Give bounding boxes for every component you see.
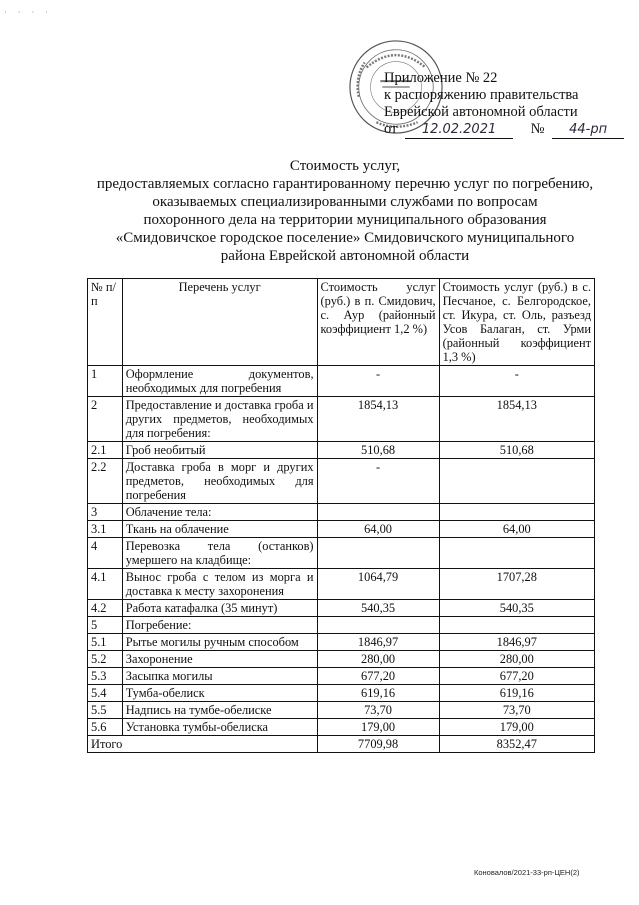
row-cost-2: 1854,13 (439, 397, 594, 442)
row-service-name: Рытье могилы ручным способом (122, 634, 317, 651)
row-cost-2 (439, 617, 594, 634)
row-service-name: Оформление документов, необходимых для погребения (122, 366, 317, 397)
row-service-name: Доставка гроба в морг и других предметов, необходимых для погребения (122, 459, 317, 504)
number-prefix: № (530, 121, 545, 137)
row-cost-1 (317, 617, 439, 634)
row-cost-2: - (439, 366, 594, 397)
date-value: 12.02.2021 (405, 121, 513, 139)
row-cost-2 (439, 538, 594, 569)
row-service-name: Захоронение (122, 651, 317, 668)
row-num: 5.3 (88, 668, 123, 685)
table-row (88, 702, 595, 719)
row-cost-2: 619,16 (439, 685, 594, 702)
title-line-4: похоронного дела на территории муниципального образования (143, 212, 547, 228)
title-line-1: Стоимость услуг, (289, 158, 401, 174)
row-num: 4.2 (88, 600, 123, 617)
row-service-name: Гроб необитый (122, 442, 317, 459)
row-cost-2: 1707,28 (439, 569, 594, 600)
row-cost-1 (317, 504, 439, 521)
table-row (88, 569, 595, 600)
row-service-name: Ткань на облачение (122, 521, 317, 538)
row-cost-1: 1846,97 (317, 634, 439, 651)
title-line-6: района Еврейской автономной области (220, 248, 470, 264)
row-num: 5.1 (88, 634, 123, 651)
scan-marks: · · · · (4, 8, 53, 18)
row-cost-2: 73,70 (439, 702, 594, 719)
row-service-name: Погребение: (122, 617, 317, 634)
row-service-name: Предоставление и доставка гроба и других предметов, необходимых для погребения: (122, 397, 317, 442)
appendix-date-number (384, 121, 624, 139)
header-cost-2: Стоимость услуг (руб.) в с. Песчаное, с. Белгородское, ст. Икура, ст. Оль, разъезд Усов Балаган, ст. Урми (районный коэффициент 1,3 %) (439, 279, 594, 366)
row-cost-1: - (317, 366, 439, 397)
table-row (88, 459, 595, 504)
row-cost-2 (439, 504, 594, 521)
document-footer-code: Коновалов/2021-33-рп-ЦЕН(2) (474, 868, 580, 877)
row-num: 3.1 (88, 521, 123, 538)
row-num: 2.2 (88, 459, 123, 504)
table-row (88, 685, 595, 702)
table-row (88, 634, 595, 651)
table-row (88, 521, 595, 538)
row-cost-1 (317, 538, 439, 569)
header-name: Перечень услуг (122, 279, 317, 366)
row-cost-2: 540,35 (439, 600, 594, 617)
table-row (88, 719, 595, 736)
row-service-name: Вынос гроба с телом из морга и доставка к месту захоронения (122, 569, 317, 600)
table-row (88, 600, 595, 617)
total-cost-2: 8352,47 (439, 736, 594, 753)
title-line-5: «Смидовичское городское поселение» Смидовичского муниципального (115, 230, 575, 246)
row-service-name: Надпись на тумбе-обелиске (122, 702, 317, 719)
row-cost-1: 1064,79 (317, 569, 439, 600)
row-cost-1: 280,00 (317, 651, 439, 668)
row-service-name: Тумба-обелиск (122, 685, 317, 702)
total-cost-1: 7709,98 (317, 736, 439, 753)
row-num: 1 (88, 366, 123, 397)
row-cost-1: 73,70 (317, 702, 439, 719)
row-num: 5.2 (88, 651, 123, 668)
row-service-name: Работа катафалка (35 минут) (122, 600, 317, 617)
row-cost-2: 280,00 (439, 651, 594, 668)
appendix-line-3: Еврейской автономной области (384, 104, 578, 120)
document-title (70, 157, 620, 265)
total-label: Итого (88, 736, 318, 753)
row-cost-1: 64,00 (317, 521, 439, 538)
row-num: 2.1 (88, 442, 123, 459)
row-cost-1: 1854,13 (317, 397, 439, 442)
row-num: 5.4 (88, 685, 123, 702)
appendix-line-2: к распоряжению правительства (384, 87, 579, 103)
row-cost-2: 64,00 (439, 521, 594, 538)
table-row (88, 538, 595, 569)
row-service-name: Перевозка тела (останков) умершего на кладбище: (122, 538, 317, 569)
row-service-name: Засыпка могилы (122, 668, 317, 685)
appendix-line-1: Приложение № 22 (384, 70, 498, 86)
table-row (88, 504, 595, 521)
row-cost-2: 510,68 (439, 442, 594, 459)
table-body (88, 366, 595, 736)
header-num: № п/п (88, 279, 123, 366)
date-prefix: от (384, 121, 398, 137)
row-num: 5.5 (88, 702, 123, 719)
row-cost-1: 179,00 (317, 719, 439, 736)
row-num: 2 (88, 397, 123, 442)
row-cost-1: 510,68 (317, 442, 439, 459)
title-line-3: оказываемых специализированными службами по вопросам (152, 194, 538, 210)
table-header-row (88, 279, 595, 366)
row-cost-1: 540,35 (317, 600, 439, 617)
row-num: 4.1 (88, 569, 123, 600)
appendix-header (384, 70, 624, 139)
row-num: 5.6 (88, 719, 123, 736)
row-num: 5 (88, 617, 123, 634)
row-service-name: Облачение тела: (122, 504, 317, 521)
table-row (88, 397, 595, 442)
title-line-2: предоставляемых согласно гарантированному перечню услуг по погребению, (96, 176, 594, 192)
services-cost-table (87, 278, 595, 753)
row-service-name: Установка тумбы-обелиска (122, 719, 317, 736)
row-cost-2: 677,20 (439, 668, 594, 685)
row-cost-2: 179,00 (439, 719, 594, 736)
row-cost-2: 1846,97 (439, 634, 594, 651)
row-num: 4 (88, 538, 123, 569)
header-cost-1: Стоимость услуг (руб.) в п. Смидович, с. Аур (районный коэффициент 1,2 %) (317, 279, 439, 366)
row-cost-2 (439, 459, 594, 504)
row-cost-1: 677,20 (317, 668, 439, 685)
table-row (88, 617, 595, 634)
table-row (88, 366, 595, 397)
table-row (88, 442, 595, 459)
table-row (88, 668, 595, 685)
table-row (88, 651, 595, 668)
row-cost-1: 619,16 (317, 685, 439, 702)
table-total-row (88, 736, 595, 753)
row-num: 3 (88, 504, 123, 521)
row-cost-1: - (317, 459, 439, 504)
number-value: 44-рп (552, 121, 624, 139)
